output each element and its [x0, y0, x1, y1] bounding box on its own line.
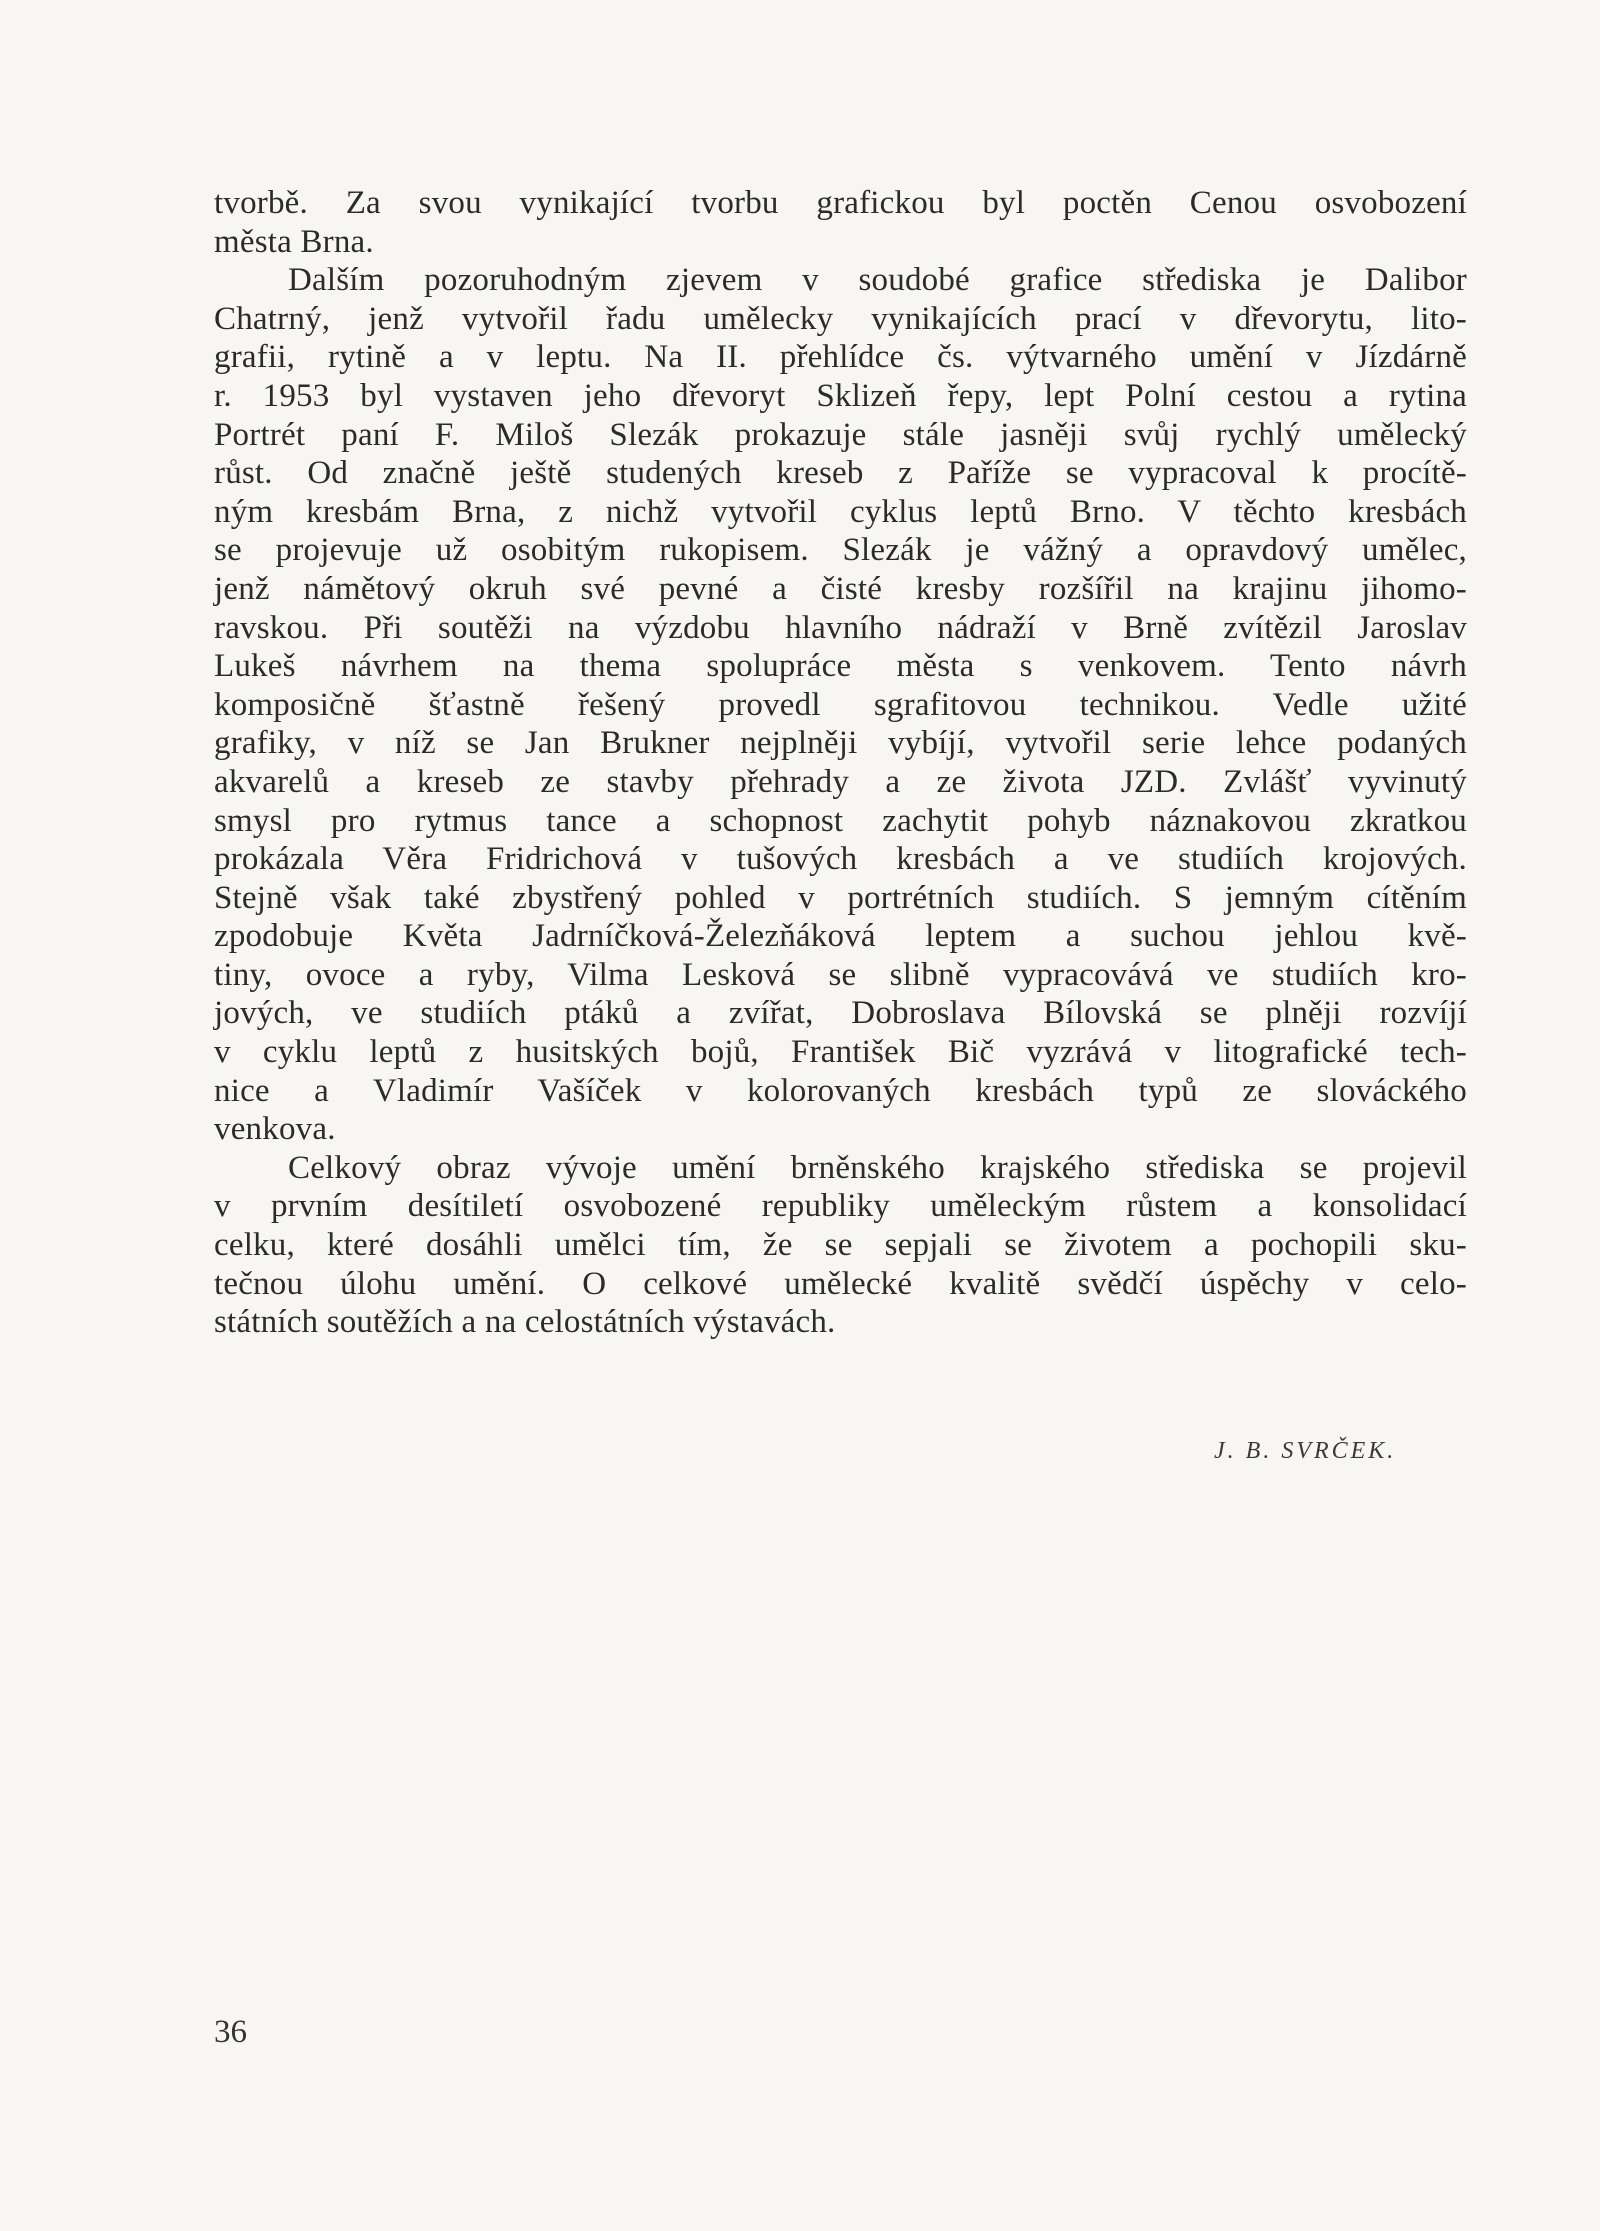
- text-line: tvorbě. Za svou vynikající tvorbu grafickou byl poctěn Cenou osvobození: [214, 185, 1467, 221]
- page-number: 36: [214, 2014, 247, 2050]
- text-line: v cyklu leptů z husitských bojů, František Bič vyzrává v litografické tech-: [214, 1034, 1467, 1071]
- text-line: růst. Od značně ještě studených kreseb z Paříže se vypracoval k procítě-: [214, 455, 1467, 492]
- paragraph-start-line: Celkový obraz vývoje umění brněnského krajského střediska se projevil: [288, 1149, 1467, 1186]
- text-line: Chatrný, jenž vytvořil řadu umělecky vynikajících prací v dřevorytu, lito-: [214, 300, 1467, 337]
- text-line: Stejně však také zbystřený pohled v portrétních studiích. S jemným cítěním: [214, 879, 1467, 916]
- text-line: komposičně šťastně řešený provedl sgrafitovou technikou. Vedle užité: [214, 686, 1467, 723]
- text-line: nice a Vladimír Vašíček v kolorovaných kresbách typů ze slováckého: [214, 1072, 1467, 1109]
- text-line: jenž námětový okruh své pevné a čisté kresby rozšířil na krajinu jihomo-: [214, 570, 1467, 607]
- text-line: ravskou. Při soutěži na výzdobu hlavního nádraží v Brně zvítězil Jaroslav: [214, 609, 1467, 646]
- text-line: grafiky, v níž se Jan Brukner nejplněji vybíjí, vytvořil serie lehce podaných: [214, 725, 1467, 762]
- text-line: jových, ve studiích ptáků a zvířat, Dobroslava Bílovská se plněji rozvíjí: [214, 995, 1467, 1032]
- text-line: smysl pro rytmus tance a schopnost zachytit pohyb náznakovou zkratkou: [214, 802, 1467, 839]
- text-line: tiny, ovoce a ryby, Vilma Lesková se slibně vypracovává ve studiích kro-: [214, 956, 1467, 993]
- text-line: tečnou úlohu umění. O celkové umělecké kvalitě svědčí úspěchy v celo-: [214, 1265, 1467, 1302]
- text-line: venkova.: [214, 1111, 336, 1148]
- text-line: města Brna.: [214, 223, 374, 260]
- text-line: celku, které dosáhli umělci tím, že se sepjali se životem a pochopili sku-: [214, 1227, 1467, 1264]
- paragraph-start-line: Dalším pozoruhodným zjevem v soudobé grafice střediska je Dalibor: [288, 262, 1467, 299]
- text-line: grafii, rytině a v leptu. Na II. přehlídce čs. výtvarného umění v Jízdárně: [214, 339, 1467, 376]
- text-line: Lukeš návrhem na thema spolupráce města s venkovem. Tento návrh: [214, 648, 1467, 685]
- text-line: zpodobuje Květa Jadrníčková-Železňáková leptem a suchou jehlou kvě-: [214, 918, 1467, 955]
- text-line: akvarelů a kreseb ze stavby přehrady a ze života JZD. Zvlášť vyvinutý: [214, 763, 1467, 800]
- author-signature: J. B. SVRČEK.: [1214, 1438, 1397, 1464]
- text-line: státních soutěžích a na celostátních výstavách.: [214, 1304, 836, 1341]
- text-line: Portrét paní F. Miloš Slezák prokazuje stále jasněji svůj rychlý umělecký: [214, 416, 1467, 453]
- text-line: r. 1953 byl vystaven jeho dřevoryt Sklizeň řepy, lept Polní cestou a rytina: [214, 377, 1467, 414]
- article-body: [214, 184, 1467, 1342]
- text-line: se projevuje už osobitým rukopisem. Slezák je vážný a opravdový umělec,: [214, 532, 1467, 569]
- text-line: ným kresbám Brna, z nichž vytvořil cyklus leptů Brno. V těchto kresbách: [214, 493, 1467, 530]
- text-line: prokázala Věra Fridrichová v tušových kresbách a ve studiích krojových.: [214, 841, 1467, 878]
- text-line: v prvním desítiletí osvobozené republiky uměleckým růstem a konsolidací: [214, 1188, 1467, 1225]
